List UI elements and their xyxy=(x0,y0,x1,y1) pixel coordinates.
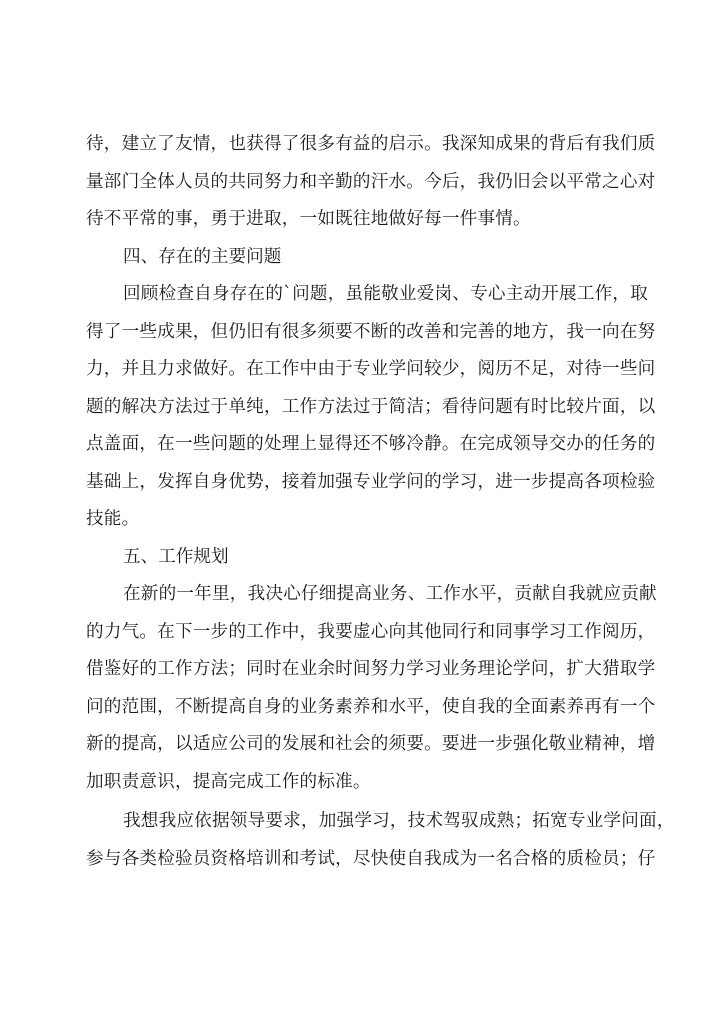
text-line: 在新的一年里，我决心仔细提高业务、工作水平，贡献自我就应贡献 xyxy=(123,584,657,604)
text-line: 得了一些成果，但仍旧有很多须要不断的改善和完善的地方，我一向在努 xyxy=(86,321,656,342)
text-line: 待不平常的事，勇于进取，一如既往地做好每一件事情。 xyxy=(86,209,531,229)
text-line: 我想我应依据领导要求，加强学习，技术驾驭成熟；拓宽专业学问面， xyxy=(123,811,675,831)
text-line: 量部门全体人员的共同努力和辛勤的汗水。今后，我仍旧会以平常之心对 xyxy=(86,171,656,192)
paragraph-gratitude xyxy=(86,126,656,239)
text-line: 技能。 xyxy=(86,509,140,529)
text-line: 借鉴好的工作方法；同时在业余时间努力学习业务理论学问，扩大猎取学 xyxy=(86,659,656,679)
paragraph-problems xyxy=(86,276,656,539)
text-line: 的力气。在下一步的工作中，我要虚心向其他同行和同事学习工作阅历， xyxy=(86,621,656,642)
text-line: 基础上，发挥自身优势，接着加强专业学问的学习，进一步提高各项检验 xyxy=(86,471,656,492)
text-line: 待，建立了友情，也获得了很多有益的启示。我深知成果的背后有我们质 xyxy=(86,134,656,154)
text-line: 新的提高，以适应公司的发展和社会的须要。要进一步强化敬业精神，增 xyxy=(86,734,656,754)
text-line: 加职责意识，提高完成工作的标准。 xyxy=(86,771,371,792)
paragraph-plan xyxy=(86,576,657,801)
text-line: 题的解决方法过于单纯，工作方法过于简洁；看待问题有时比较片面，以 xyxy=(86,396,656,417)
text-line: 回顾检查自身存在的`问题，虽能敬业爱岗、专心主动开展工作，取 xyxy=(123,284,649,304)
text-line: 参与各类检验员资格培训和考试，尽快使自我成为一名合格的质检员；仔 xyxy=(86,848,656,869)
document-body xyxy=(86,126,675,878)
text-line: 问的范围，不断提高自身的业务素养和水平，使自我的全面素养再有一个 xyxy=(86,696,656,717)
text-line: 点盖面，在一些问题的处理上显得还不够冷静。在完成领导交办的任务的 xyxy=(86,434,656,454)
paragraph-commitment xyxy=(86,803,675,878)
section-heading-main-problems: 四、存在的主要问题 xyxy=(123,246,282,267)
section-heading-work-plan: 五、工作规划 xyxy=(123,546,229,567)
text-line: 力，并且力求做好。在工作中由于专业学问较少，阅历不足，对待一些问 xyxy=(86,359,656,379)
